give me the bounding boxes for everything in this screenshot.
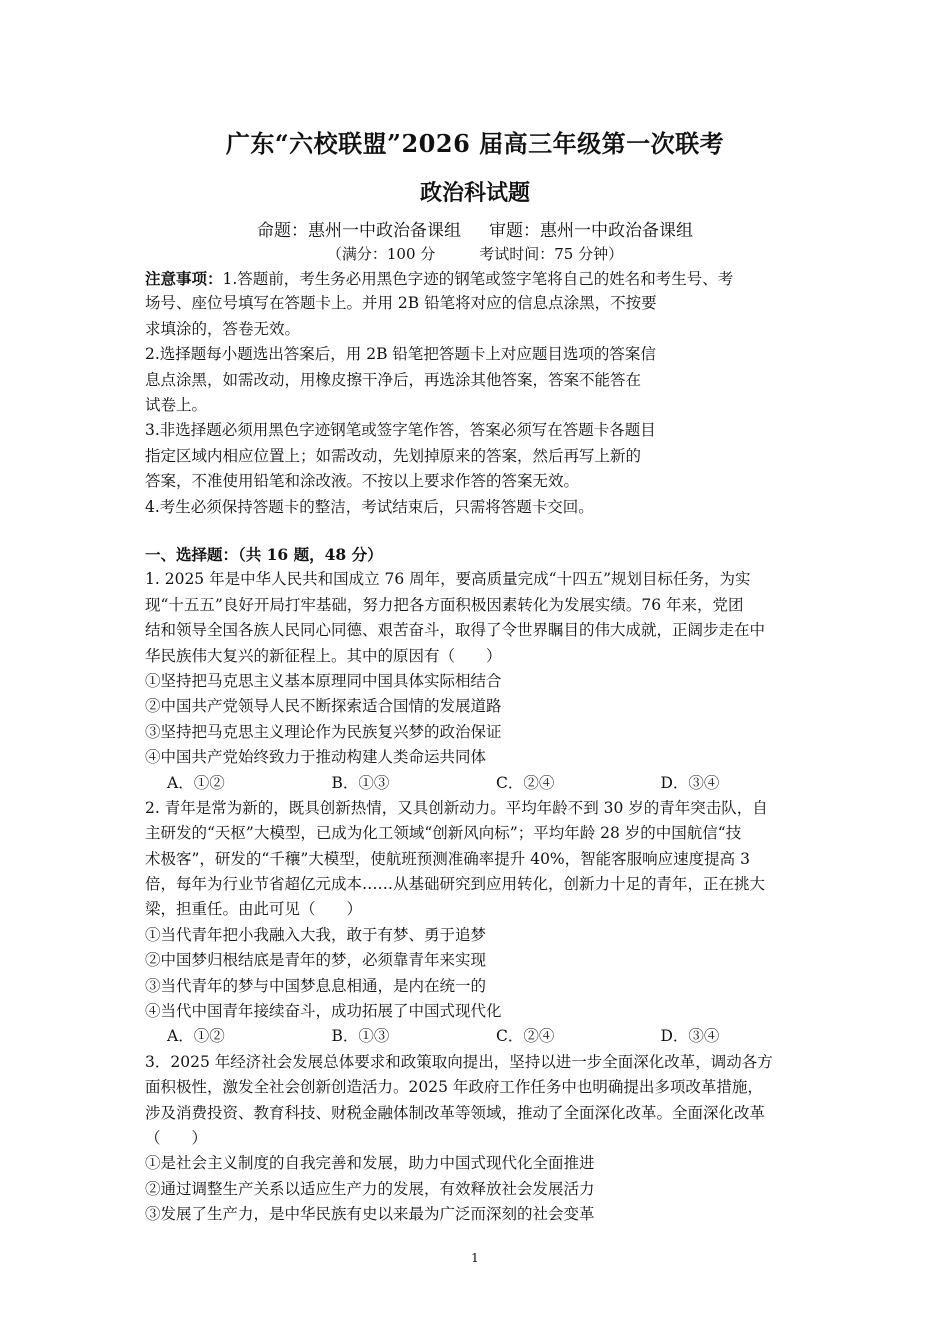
question-stem: 涉及消费投资、教育科技、财税金融体制改革等领域，推动了全面深化改革。全面深化改革 <box>145 1103 766 1122</box>
exam-time: 考试时间：75 分钟） <box>479 245 624 263</box>
question-1 <box>145 567 825 796</box>
statement-item: ③坚持把马克思主义理论作为民族复兴梦的政治保证 <box>145 722 502 741</box>
question-stem: 术极客”，研发的“千穰”大模型，使航班预测准确率提升 40%，智能客服响应速度提高 3 <box>145 849 750 868</box>
option-d: D．③④ <box>660 773 720 792</box>
question-stem: 面积极性，激发全社会创新创造活力。2025 年政府工作任务中也明确提出多项改革措施， <box>145 1078 763 1097</box>
question-stem: （ ） <box>145 1128 208 1147</box>
authors-line <box>0 216 950 241</box>
reviewer: 审题：惠州一中政治备课组 <box>489 221 693 241</box>
answer-options <box>145 771 825 796</box>
score-time-line <box>0 243 950 264</box>
option-c: C．②④ <box>496 773 555 792</box>
questions-block <box>145 542 825 1228</box>
question-stem: 2. 青年是常为新的，既具创新热情，又具创新动力。平均年龄不到 30 岁的青年突击队，自 <box>145 798 768 817</box>
notes-line: 3.非选择题必须用黑色字迹钢笔或签字笔作答，答案必须写在答题卡各题目 <box>145 421 656 440</box>
statement-item: ①当代青年把小我融入大我，敢于有梦、勇于追梦 <box>145 925 487 944</box>
notes-line: 指定区域内相应位置上；如需改动，先划掉原来的答案，然后再写上新的 <box>145 446 642 465</box>
statement-item: ②中国梦归根结底是青年的梦，必须靠青年来实现 <box>145 951 487 970</box>
notes-block <box>145 266 825 520</box>
notes-line: 4.考生必须保持答题卡的整洁，考试结束后，只需将答题卡交回。 <box>145 497 594 516</box>
question-stem: 梁，担重任。由此可见（ ） <box>145 900 363 919</box>
notes-line: 场号、座位号填写在答题卡上。并用 2B 铅笔将对应的信息点涂黑，不按要 <box>145 294 657 313</box>
question-stem: 1. 2025 年是中华人民共和国成立 76 周年，要高质量完成“十四五”规划目标任务，为实 <box>145 570 751 589</box>
notes-line <box>145 266 825 291</box>
section-heading: 一、选择题：（共 16 题，48 分） <box>145 545 383 564</box>
statement-item: ②通过调整生产关系以适应生产力的发展，有效释放社会发展活力 <box>145 1179 595 1198</box>
option-a: A．①② <box>167 773 225 792</box>
notes-line: 试卷上。 <box>145 395 208 414</box>
page-number: 1 <box>471 1251 479 1265</box>
question-stem: 倍，每年为行业节省超亿元成本……从基础研究到应用转化，创新力十足的青年，正在挑大 <box>145 875 766 894</box>
exam-title: 广东“六校联盟”2026 届高三年级第一次联考 <box>225 129 725 158</box>
setter: 命题：惠州一中政治备课组 <box>257 221 461 241</box>
question-2 <box>145 796 825 1050</box>
question-stem: 结和领导全国各族人民同心同德、艰苦奋斗，取得了令世界瞩目的伟大成就，正阔步走在中 <box>145 621 766 640</box>
statement-item: ①是社会主义制度的自我完善和发展，助力中国式现代化全面推进 <box>145 1154 595 1173</box>
notes-line: 2.选择题每小题选出答案后，用 2B 铅笔把答题卡上对应题目选项的答案信 <box>145 345 656 364</box>
statement-item: ③发展了生产力，是中华民族有史以来最为广泛而深刻的社会变革 <box>145 1205 595 1224</box>
question-stem: 主研发的“天枢”大模型，已成为化工领域“创新风向标”；平均年龄 28 岁的中国航信“技 <box>145 824 742 843</box>
notes-text: 1.答题前，考生务必用黑色字迹的钢笔或签字笔将自己的姓名和考生号、考 <box>222 270 734 288</box>
option-b: B．①③ <box>331 773 390 792</box>
question-stem: 华民族伟大复兴的新征程上。其中的原因有（ ） <box>145 646 502 665</box>
notes-line: 求填涂的，答卷无效。 <box>145 319 301 338</box>
statement-item: ③当代青年的梦与中国梦息息相通，是内在统一的 <box>145 976 487 995</box>
full-score: （满分：100 分 <box>326 245 436 263</box>
notes-line: 答案，不准使用铅笔和涂改液。不按以上要求作答的答案无效。 <box>145 472 580 491</box>
notes-line: 息点涂黑，如需改动，用橡皮擦干净后，再选涂其他答案，答案不能答在 <box>145 370 642 389</box>
answer-options <box>145 1024 825 1049</box>
question-stem: 3．2025 年经济社会发展总体要求和政策取向提出，坚持以进一步全面深化改革，调动各方 <box>145 1052 773 1071</box>
option-d: D．③④ <box>660 1027 720 1046</box>
question-3 <box>145 1050 825 1228</box>
exam-subject: 政治科试题 <box>419 180 530 206</box>
notes-label: 注意事项： <box>145 269 223 288</box>
option-a: A．①② <box>167 1027 225 1046</box>
statement-item: ④当代中国青年接续奋斗，成功拓展了中国式现代化 <box>145 1002 502 1021</box>
question-stem: 现“十五五”良好开局打牢基础，努力把各方面积极因素转化为发展实绩。76 年来，党团 <box>145 595 744 614</box>
statement-item: ④中国共产党始终致力于推动构建人类命运共同体 <box>145 748 487 767</box>
statement-item: ①坚持把马克思主义基本原理同中国具体实际相结合 <box>145 671 502 690</box>
option-b: B．①③ <box>331 1027 390 1046</box>
option-c: C．②④ <box>496 1027 555 1046</box>
statement-item: ②中国共产党领导人民不断探索适合国情的发展道路 <box>145 697 502 716</box>
